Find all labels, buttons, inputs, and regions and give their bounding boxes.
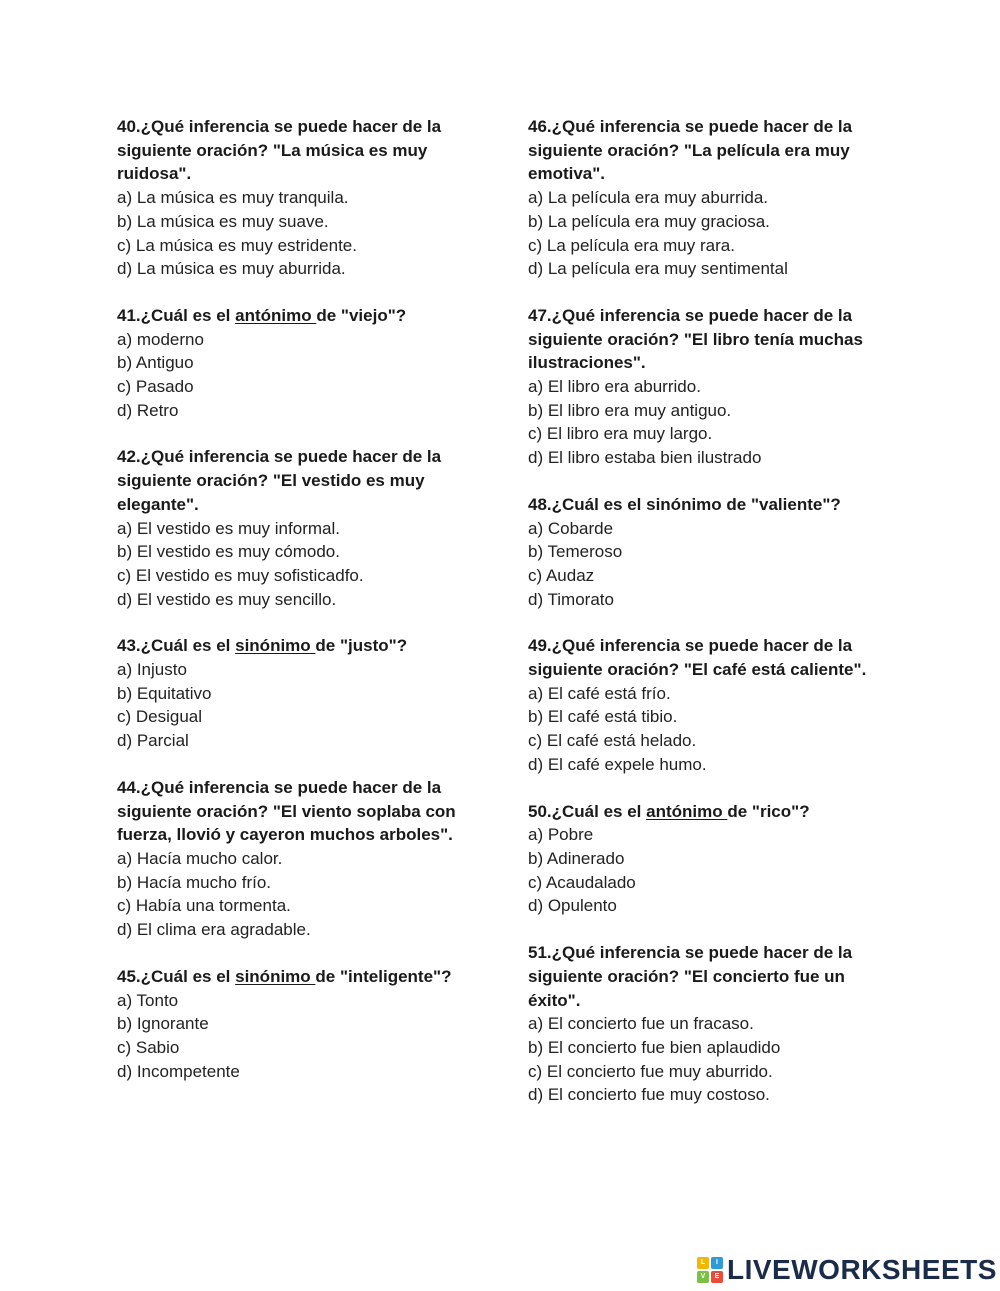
question-number: 43. [117, 636, 141, 656]
question-block [528, 304, 888, 470]
question-block [528, 634, 888, 776]
question-block [117, 445, 477, 611]
question-text: ¿Cuál es el [140, 636, 236, 656]
question-keyword: antónimo [646, 801, 728, 821]
question-block [117, 634, 477, 753]
question-title [528, 800, 888, 824]
question-text: ¿Cuál es el [140, 966, 236, 986]
answer-option: d) La música es muy aburrida. [117, 259, 346, 279]
answer-option: b) El libro era muy antiguo. [528, 400, 732, 420]
question-title [117, 115, 477, 186]
logo-tile-i: I [711, 1257, 723, 1269]
question-text: ¿Cuál es el [551, 801, 647, 821]
question-text: ¿Qué inferencia se puede hacer de la siguiente oración? "El libro tenía muchas ilustraciones". [528, 305, 863, 373]
answer-option: c) La película era muy rara. [528, 235, 735, 255]
question-keyword: antónimo [235, 305, 317, 325]
question-text: ¿Qué inferencia se puede hacer de la siguiente oración? "El café está caliente". [528, 636, 867, 680]
answer-option: a) El café está frío. [528, 683, 671, 703]
answer-option: a) El libro era aburrido. [528, 377, 701, 397]
question-text-end: de "rico"? [727, 801, 810, 821]
question-block [117, 776, 477, 942]
answer-option: c) Acaudalado [528, 872, 636, 892]
answer-option: d) El concierto fue muy costoso. [528, 1085, 770, 1105]
question-text: ¿Cuál es el sinónimo de "valiente"? [551, 494, 841, 514]
answer-option: b) Adinerado [528, 848, 625, 868]
answer-option: d) Timorato [528, 589, 614, 609]
answer-option: c) El libro era muy largo. [528, 424, 713, 444]
question-number: 51. [528, 943, 552, 963]
answer-option: a) Cobarde [528, 518, 614, 538]
answer-option: a) El vestido es muy informal. [117, 518, 340, 538]
answer-option: b) Ignorante [117, 1014, 209, 1034]
question-title [117, 776, 477, 847]
brand-name: LIVEWORKSHEETS [727, 1254, 997, 1285]
answer-option: b) La película era muy graciosa. [528, 211, 770, 231]
answer-option: b) Temeroso [528, 542, 623, 562]
question-number: 49. [528, 636, 552, 656]
answer-option: d) El café expele humo. [528, 754, 707, 774]
answer-option: d) Parcial [117, 731, 189, 751]
answer-option: c) Pasado [117, 377, 194, 397]
answer-option: a) La película era muy aburrida. [528, 188, 769, 208]
answer-option: b) El concierto fue bien aplaudido [528, 1037, 781, 1057]
answer-option: c) El concierto fue muy aburrido. [528, 1061, 773, 1081]
question-text: ¿Cuál es el [140, 305, 236, 325]
question-number: 48. [528, 494, 552, 514]
question-number: 41. [117, 305, 141, 325]
answer-option: a) Injusto [117, 660, 187, 680]
question-block [117, 304, 477, 423]
answer-option: a) La música es muy tranquila. [117, 188, 349, 208]
liveworksheets-brand [697, 1252, 997, 1288]
question-title [117, 304, 477, 328]
answer-option: d) El libro estaba bien ilustrado [528, 448, 762, 468]
question-number: 45. [117, 966, 141, 986]
question-text: ¿Qué inferencia se puede hacer de la siguiente oración? "El vestido es muy elegante". [117, 447, 442, 514]
question-block [117, 965, 477, 1084]
question-number: 42. [117, 447, 141, 467]
question-title [117, 445, 477, 516]
answer-option: c) La música es muy estridente. [117, 235, 357, 255]
question-keyword: sinónimo [235, 636, 316, 656]
answer-option: c) Desigual [117, 707, 203, 727]
liveworksheets-logo-icon [697, 1257, 723, 1283]
question-title [528, 941, 888, 1012]
answer-option: b) La música es muy suave. [117, 211, 329, 231]
answer-option: c) Sabio [117, 1037, 180, 1057]
question-text: ¿Qué inferencia se puede hacer de la siguiente oración? "La película era muy emotiva". [528, 117, 853, 184]
logo-tile-l: L [697, 1257, 709, 1269]
answer-option: d) Retro [117, 400, 179, 420]
answer-option: b) El vestido es muy cómodo. [117, 542, 340, 562]
question-title [528, 115, 888, 186]
question-number: 46. [528, 117, 552, 136]
answer-option: a) Pobre [528, 825, 594, 845]
question-number: 47. [528, 305, 552, 325]
question-title [528, 304, 888, 375]
answer-option: b) El café está tibio. [528, 707, 678, 727]
question-title [117, 634, 477, 658]
answer-option: d) Incompetente [117, 1061, 240, 1081]
answer-option: a) moderno [117, 329, 204, 349]
question-block [528, 941, 888, 1107]
logo-tile-e: E [711, 1271, 723, 1283]
answer-option: a) El concierto fue un fracaso. [528, 1014, 754, 1034]
answer-option: d) Opulento [528, 896, 617, 916]
question-keyword: sinónimo [235, 966, 316, 986]
question-block [117, 115, 477, 281]
answer-option: b) Antiguo [117, 353, 194, 373]
logo-tile-v: V [697, 1271, 709, 1283]
question-title [117, 965, 477, 989]
question-title [528, 493, 888, 517]
question-block [528, 115, 888, 281]
question-title [528, 634, 888, 681]
answer-option: d) La película era muy sentimental [528, 259, 788, 279]
answer-option: c) El vestido es muy sofisticadfo. [117, 565, 364, 585]
question-number: 40. [117, 117, 141, 136]
question-block [528, 493, 888, 612]
question-text: ¿Qué inferencia se puede hacer de la siguiente oración? "El concierto fue un éxito". [528, 943, 853, 1010]
question-text-end: de "viejo"? [316, 305, 407, 325]
answer-option: d) El vestido es muy sencillo. [117, 589, 337, 609]
question-text-end: de "justo"? [315, 636, 408, 656]
question-text: ¿Qué inferencia se puede hacer de la siguiente oración? "La música es muy ruidosa". [117, 117, 442, 184]
answer-option: c) El café está helado. [528, 731, 697, 751]
question-number: 44. [117, 777, 141, 797]
question-number: 50. [528, 801, 552, 821]
answer-option: c) Audaz [528, 565, 595, 585]
question-text-end: de "inteligente"? [315, 966, 452, 986]
answer-option: c) Había una tormenta. [117, 896, 291, 916]
question-text: ¿Qué inferencia se puede hacer de la siguiente oración? "El viento soplaba con fuerza, llovió y cayeron muchos arboles". [117, 777, 456, 845]
left-question-column [117, 115, 477, 1106]
answer-option: a) Hacía mucho calor. [117, 848, 283, 868]
answer-option: b) Equitativo [117, 683, 212, 703]
right-question-column [528, 115, 888, 1130]
answer-option: d) El clima era agradable. [117, 920, 311, 940]
answer-option: b) Hacía mucho frío. [117, 872, 272, 892]
question-block [528, 800, 888, 919]
answer-option: a) Tonto [117, 990, 179, 1010]
